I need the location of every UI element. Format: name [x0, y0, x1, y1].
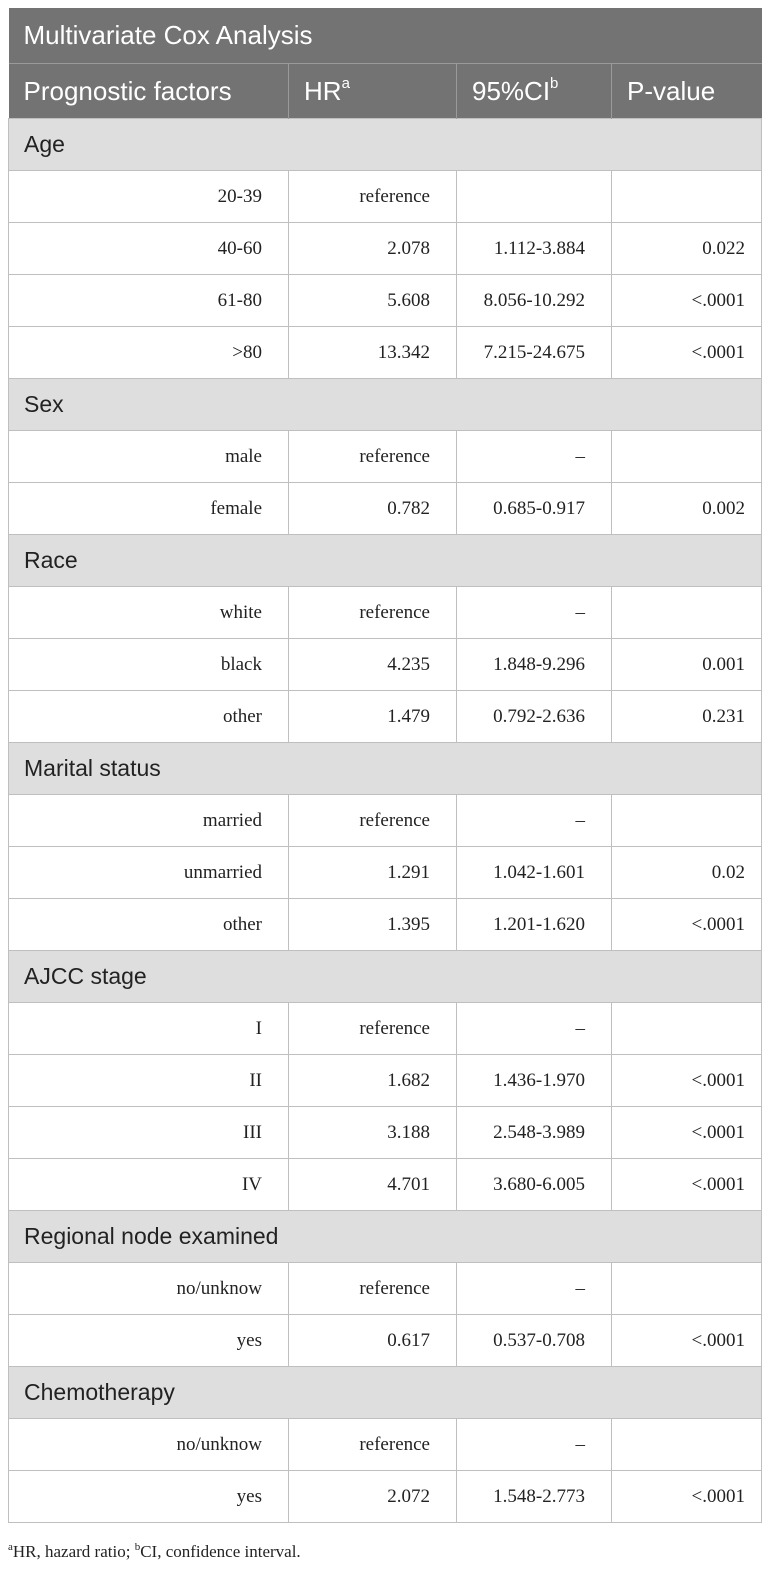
cell-level: >80	[9, 327, 289, 379]
cell-level: other	[9, 691, 289, 743]
table-body	[9, 119, 762, 1523]
cell-hr: reference	[289, 795, 457, 847]
table-row	[9, 223, 762, 275]
cell-p-value: 0.002	[612, 483, 762, 535]
cell-p-value	[612, 1003, 762, 1055]
group-header-row	[9, 1367, 762, 1419]
cell-hr: 4.235	[289, 639, 457, 691]
cell-ci: 1.436-1.970	[457, 1055, 612, 1107]
header-prognostic-factors: Prognostic factors	[9, 64, 289, 119]
table-row	[9, 639, 762, 691]
header-hr-footnote-marker: a	[341, 75, 350, 92]
cell-ci: –	[457, 431, 612, 483]
header-p-value: P-value	[612, 64, 762, 119]
cell-ci: 0.685-0.917	[457, 483, 612, 535]
table-title-row	[9, 8, 762, 64]
cell-p-value	[612, 795, 762, 847]
cell-ci: 0.537-0.708	[457, 1315, 612, 1367]
group-label: Regional node examined	[9, 1211, 762, 1263]
cell-p-value	[612, 1419, 762, 1471]
cell-level: III	[9, 1107, 289, 1159]
group-header-row	[9, 743, 762, 795]
table-footnote	[8, 1541, 301, 1562]
cell-level: married	[9, 795, 289, 847]
cell-p-value	[612, 587, 762, 639]
cell-p-value	[612, 1263, 762, 1315]
group-label: Sex	[9, 379, 762, 431]
cell-level: II	[9, 1055, 289, 1107]
cell-ci: 1.548-2.773	[457, 1471, 612, 1523]
cell-ci: –	[457, 1003, 612, 1055]
group-label: AJCC stage	[9, 951, 762, 1003]
cox-analysis-table-container	[8, 8, 761, 1523]
cell-hr: 1.479	[289, 691, 457, 743]
cell-p-value: <.0001	[612, 327, 762, 379]
cell-ci: 8.056-10.292	[457, 275, 612, 327]
table-row	[9, 327, 762, 379]
group-header-row	[9, 1211, 762, 1263]
cell-p-value: <.0001	[612, 1159, 762, 1211]
header-ci-footnote-marker: b	[550, 75, 559, 92]
group-header-row	[9, 535, 762, 587]
cell-hr: 0.617	[289, 1315, 457, 1367]
column-header-row	[9, 64, 762, 119]
footnote-ci: CI, confidence interval.	[140, 1542, 301, 1561]
table-row	[9, 1055, 762, 1107]
cell-ci: 7.215-24.675	[457, 327, 612, 379]
cell-ci: 3.680-6.005	[457, 1159, 612, 1211]
table-row	[9, 587, 762, 639]
table-row	[9, 1315, 762, 1367]
table-row	[9, 483, 762, 535]
cell-hr: 3.188	[289, 1107, 457, 1159]
cell-level: yes	[9, 1471, 289, 1523]
table-row	[9, 1419, 762, 1471]
cell-p-value: 0.231	[612, 691, 762, 743]
table-row	[9, 1003, 762, 1055]
table-row	[9, 171, 762, 223]
group-header-row	[9, 379, 762, 431]
cell-hr: 2.078	[289, 223, 457, 275]
cell-ci: –	[457, 795, 612, 847]
cell-p-value: 0.02	[612, 847, 762, 899]
cox-analysis-table	[8, 8, 762, 1523]
cell-level: I	[9, 1003, 289, 1055]
table-title: Multivariate Cox Analysis	[9, 8, 762, 64]
group-header-row	[9, 119, 762, 171]
cell-level: male	[9, 431, 289, 483]
cell-level: yes	[9, 1315, 289, 1367]
cell-level: no/unknow	[9, 1419, 289, 1471]
cell-hr: 5.608	[289, 275, 457, 327]
cell-p-value: <.0001	[612, 899, 762, 951]
table-row	[9, 1107, 762, 1159]
cell-ci: 1.042-1.601	[457, 847, 612, 899]
cell-hr: 0.782	[289, 483, 457, 535]
cell-hr: 13.342	[289, 327, 457, 379]
cell-p-value: 0.001	[612, 639, 762, 691]
cell-level: other	[9, 899, 289, 951]
table-row	[9, 1263, 762, 1315]
cell-level: 20-39	[9, 171, 289, 223]
table-row	[9, 431, 762, 483]
cell-ci: 2.548-3.989	[457, 1107, 612, 1159]
cell-ci: –	[457, 587, 612, 639]
cell-level: black	[9, 639, 289, 691]
cell-p-value: <.0001	[612, 275, 762, 327]
cell-hr: reference	[289, 431, 457, 483]
cell-p-value	[612, 431, 762, 483]
header-hr: $HR^a$	[289, 64, 457, 119]
cell-level: 40-60	[9, 223, 289, 275]
group-label: Marital status	[9, 743, 762, 795]
cell-hr: reference	[289, 1419, 457, 1471]
cell-level: unmarried	[9, 847, 289, 899]
header-95ci: $95\%CI^b$	[457, 64, 612, 119]
cell-p-value	[612, 171, 762, 223]
cell-hr: reference	[289, 171, 457, 223]
cell-p-value: <.0001	[612, 1107, 762, 1159]
cell-p-value: <.0001	[612, 1471, 762, 1523]
table-row	[9, 795, 762, 847]
cell-hr: 2.072	[289, 1471, 457, 1523]
cell-hr: 1.395	[289, 899, 457, 951]
cell-ci: –	[457, 1263, 612, 1315]
table-row	[9, 899, 762, 951]
footnote-marker-b: b	[134, 1541, 141, 1553]
cell-level: female	[9, 483, 289, 535]
cell-level: IV	[9, 1159, 289, 1211]
group-label: Chemotherapy	[9, 1367, 762, 1419]
group-header-row	[9, 951, 762, 1003]
group-label: Age	[9, 119, 762, 171]
cell-hr: 1.291	[289, 847, 457, 899]
table-row	[9, 1471, 762, 1523]
cell-hr: reference	[289, 1263, 457, 1315]
group-label: Race	[9, 535, 762, 587]
cell-ci: 1.112-3.884	[457, 223, 612, 275]
table-row	[9, 847, 762, 899]
cell-level: 61-80	[9, 275, 289, 327]
cell-level: no/unknow	[9, 1263, 289, 1315]
cell-ci: 1.848-9.296	[457, 639, 612, 691]
cell-ci: –	[457, 1419, 612, 1471]
cell-ci	[457, 171, 612, 223]
cell-ci: 0.792-2.636	[457, 691, 612, 743]
cell-hr: 4.701	[289, 1159, 457, 1211]
cell-p-value: <.0001	[612, 1055, 762, 1107]
cell-hr: reference	[289, 1003, 457, 1055]
cell-p-value: 0.022	[612, 223, 762, 275]
table-row	[9, 691, 762, 743]
footnote-hr: HR, hazard ratio;	[12, 1542, 135, 1561]
cell-level: white	[9, 587, 289, 639]
cell-hr: 1.682	[289, 1055, 457, 1107]
table-row	[9, 1159, 762, 1211]
cell-ci: 1.201-1.620	[457, 899, 612, 951]
cell-p-value: <.0001	[612, 1315, 762, 1367]
footnote-marker-a: a	[8, 1541, 13, 1553]
table-row	[9, 275, 762, 327]
cell-hr: reference	[289, 587, 457, 639]
